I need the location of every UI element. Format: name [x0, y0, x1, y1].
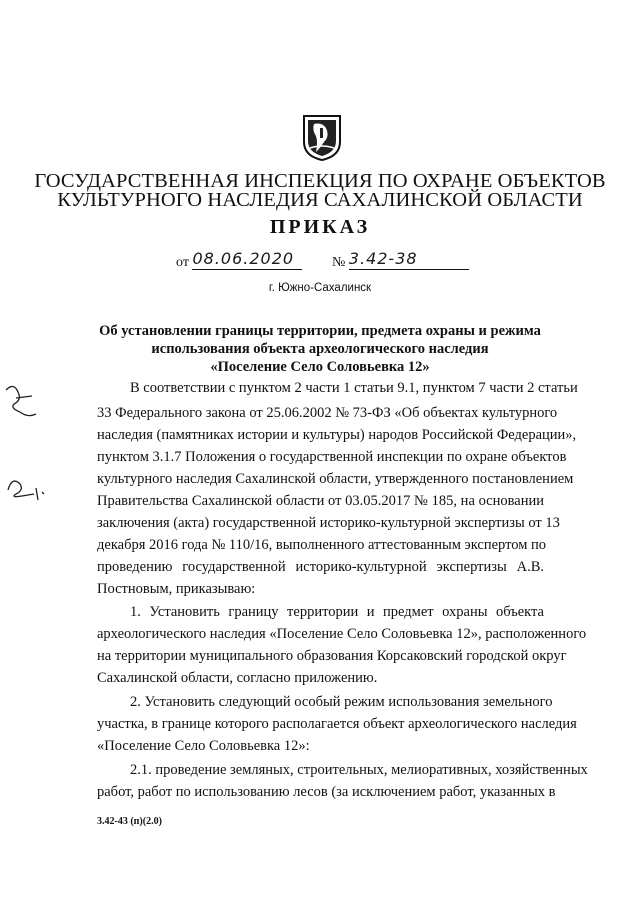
date-value: 08.06.2020: [192, 249, 295, 268]
city-name: г. Южно-Сахалинск: [268, 282, 372, 294]
body-line: 1. Установить границу территории и предмет охраны объекта: [130, 604, 544, 620]
body-line: 33 Федерального закона от 25.06.2002 № 73-ФЗ «Об объектах культурного: [97, 405, 558, 421]
organization-name-line2: КУЛЬТУРНОГО НАСЛЕДИЯ САХАЛИНСКОЙ ОБЛАСТИ: [57, 189, 583, 211]
body-line: пунктом 3.1.7 Положения о государственной инспекции по охране объектов: [97, 449, 567, 465]
body-line: Сахалинской области, согласно приложению.: [97, 670, 378, 686]
body-line: декабря 2016 года № 110/16, выполненного аттестованным экспертом по: [97, 537, 547, 553]
margin-scribble-icon: [2, 470, 48, 510]
number-value: 3.42-38: [348, 249, 418, 268]
title-line3: «Поселение Село Соловьевка 12»: [210, 359, 430, 375]
body-line: археологического наследия «Поселение Село Соловьевка 12», расположенного: [97, 626, 587, 642]
body-line: проведению государственной историко-культурной экспертизы А.В.: [97, 559, 544, 575]
coat-of-arms-emblem: [300, 112, 344, 162]
body-line: «Поселение Село Соловьевка 12»:: [97, 738, 310, 754]
body-line: участка, в границе которого располагается объект археологического наследия: [97, 716, 577, 732]
body-line: В соответствии с пунктом 2 части 1 статьи 9.1, пунктом 7 части 2 статьи: [130, 380, 578, 396]
body-line: Правительства Сахалинской области от 03.05.2017 № 185, на основании: [97, 493, 544, 509]
number-prefix: №: [331, 255, 346, 270]
body-line: Постновым, приказываю:: [97, 581, 256, 597]
date-number-row: [176, 251, 469, 272]
body-line: 2. Установить следующий особый режим использования земельного: [130, 694, 553, 710]
body-line: на территории муниципального образования Корсаковский городской округ: [97, 648, 567, 664]
date-prefix: от: [176, 255, 189, 270]
organization-name-line1: ГОСУДАРСТВЕННАЯ ИНСПЕКЦИЯ ПО ОХРАНЕ ОБЪЕКТОВ: [34, 170, 606, 192]
number-field: [349, 249, 469, 270]
body-line: заключения (акта) государственной историко-культурной экспертизы от 13: [97, 515, 560, 531]
title-line2: использования объекта археологического наследия: [151, 341, 489, 357]
date-field: [192, 249, 302, 270]
body-line: 2.1. проведение земляных, строительных, мелиоративных, хозяйственных: [130, 762, 588, 778]
body-line: работ, работ по использованию лесов (за исключением работ, указанных в: [97, 784, 556, 800]
body-line: наследия (памятниках истории и культуры) народов Российской Федерации»,: [97, 427, 577, 443]
body-line: культурного наследия Сахалинской области, утвержденного постановлением: [97, 471, 574, 487]
document-type-title: ПРИКАЗ: [269, 216, 371, 238]
margin-scribble-icon: [2, 378, 42, 428]
title-line1: Об установлении границы территории, предмета охраны и режима: [99, 323, 541, 339]
footer-form-code: 3.42-43 (п)(2.0): [97, 816, 162, 827]
